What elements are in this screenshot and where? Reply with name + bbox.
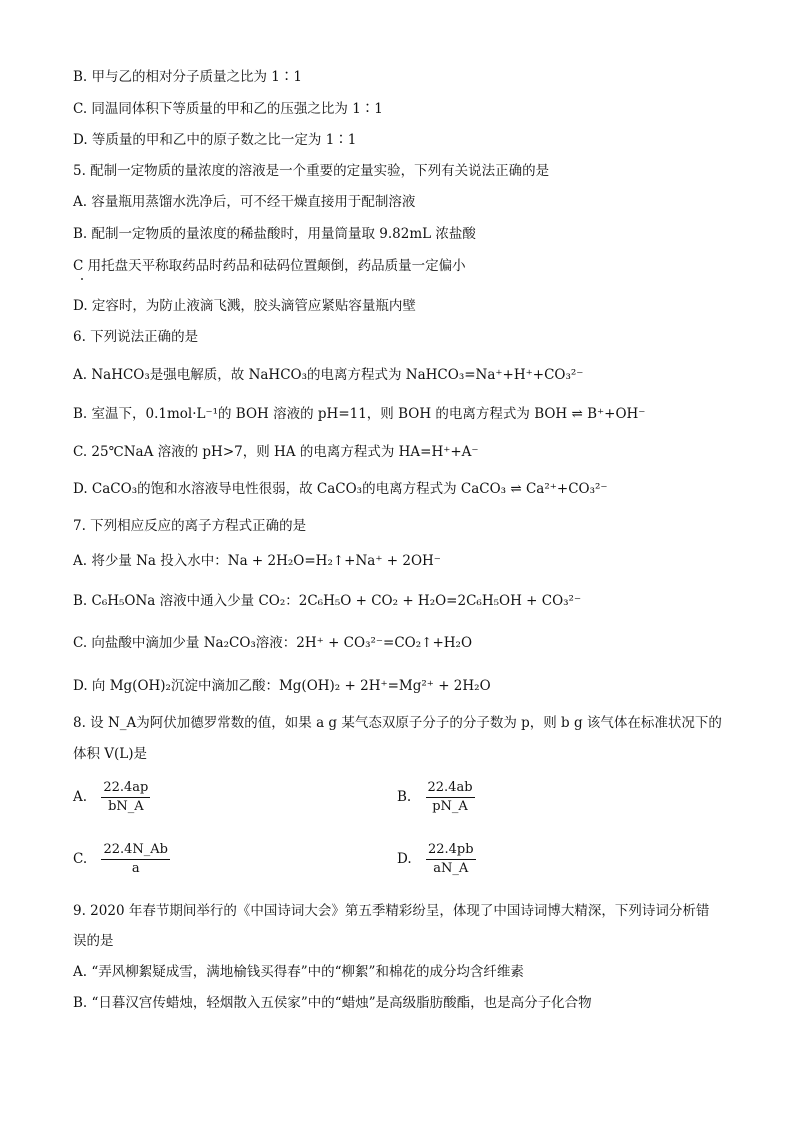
q4-option-d: D. 等质量的甲和乙中的原子数之比一定为 1∶1 <box>73 132 357 148</box>
q8-option-c <box>73 842 170 877</box>
q5-option-b: B. 配制一定物质的量浓度的稀盐酸时，用量筒量取 9.82mL 浓盐酸 <box>73 226 476 242</box>
q7-option-d: D. 向 Mg(OH)₂沉淀中滴加乙酸：Mg(OH)₂ + 2H⁺=Mg²⁺ + 2H₂O <box>73 678 491 694</box>
option-label: C. <box>73 851 88 867</box>
q8-stem-line2: 体积 V(L)是 <box>73 746 148 762</box>
q5-option-c: C 用托盘天平称取药品时药品和砝码位置颠倒，药品质量一定偏小 <box>73 258 466 274</box>
q7-option-a: A. 将少量 Na 投入水中：Na + 2H₂O=H₂↑+Na⁺ + 2OH⁻ <box>73 553 441 569</box>
q5-stem: 5. 配制一定物质的量浓度的溶液是一个重要的定量实验，下列有关说法正确的是 <box>73 163 550 179</box>
q7-stem: 7. 下列相应反应的离子方程式正确的是 <box>73 518 307 534</box>
fraction <box>426 780 475 815</box>
q5-option-d: D. 定容时，为防止液滴飞溅，胶头滴管应紧贴容量瓶内壁 <box>73 298 416 314</box>
q6-option-c: C. 25℃NaA 溶液的 pH>7，则 HA 的电离方程式为 HA=H⁺+A⁻ <box>73 444 479 460</box>
fraction-numerator: 22.4pb <box>426 842 476 860</box>
q7-option-b: B. C₆H₅ONa 溶液中通入少量 CO₂：2C₆H₅O + CO₂ + H₂O=2C₆H₅OH + CO₃²⁻ <box>73 593 582 609</box>
option-label: D. <box>397 851 412 867</box>
fraction-numerator: 22.4N_Ab <box>101 842 170 860</box>
q9-stem-line2: 误的是 <box>73 933 114 949</box>
q6-stem: 6. 下列说法正确的是 <box>73 329 199 345</box>
q9-option-b: B. “日暮汉宫传蜡烛，轻烟散入五侯家”中的“蜡烛”是高级脂肪酸酯，也是高分子化合物 <box>73 995 592 1011</box>
fraction-numerator: 22.4ap <box>101 780 150 798</box>
fraction-denominator: pN_A <box>432 799 468 814</box>
q8-option-b <box>397 780 475 815</box>
q4-option-b: B. 甲与乙的相对分子质量之比为 1∶1 <box>73 69 302 85</box>
fraction <box>426 842 476 877</box>
fraction-denominator: bN_A <box>108 799 144 814</box>
q4-option-c: C. 同温同体积下等质量的甲和乙的压强之比为 1∶1 <box>73 101 383 117</box>
q5-option-a: A. 容量瓶用蒸馏水洗净后，可不经干燥直接用于配制溶液 <box>73 194 416 210</box>
fraction-denominator: a <box>131 861 140 876</box>
fraction <box>101 780 150 815</box>
q6-option-b: B. 室温下，0.1mol·L⁻¹的 BOH 溶液的 pH=11，则 BOH 的电离方程式为 BOH ⇌ B⁺+OH⁻ <box>73 406 646 422</box>
stray-dot <box>81 278 83 280</box>
fraction-denominator: aN_A <box>433 861 469 876</box>
fraction-numerator: 22.4ab <box>426 780 475 798</box>
q8-option-a <box>73 780 150 815</box>
q7-option-c: C. 向盐酸中滴加少量 Na₂CO₃溶液：2H⁺ + CO₃²⁻=CO₂↑+H₂O <box>73 635 473 651</box>
q8-option-d <box>397 842 476 877</box>
q8-stem-line1: 8. 设 N_A为阿伏加德罗常数的值，如果 a g 某气态双原子分子的分子数为 p，则 b g 该气体在标准状况下的 <box>73 715 722 731</box>
q6-option-a: A. NaHCO₃是强电解质，故 NaHCO₃的电离方程式为 NaHCO₃=Na⁺+H⁺+CO₃²⁻ <box>73 367 584 383</box>
q6-option-d: D. CaCO₃的饱和水溶液导电性很弱，故 CaCO₃的电离方程式为 CaCO₃ ⇌ Ca²⁺+CO₃²⁻ <box>73 481 608 497</box>
fraction <box>101 842 170 877</box>
q9-stem-line1: 9. 2020 年春节期间举行的《中国诗词大会》第五季精彩纷呈，体现了中国诗词博大精深，下列诗词分析错 <box>73 903 710 919</box>
option-label: B. <box>397 789 412 805</box>
option-label: A. <box>73 789 88 805</box>
q9-option-a: A. “弄风柳絮疑成雪，满地榆钱买得春”中的“柳絮”和棉花的成分均含纤维素 <box>73 964 524 980</box>
